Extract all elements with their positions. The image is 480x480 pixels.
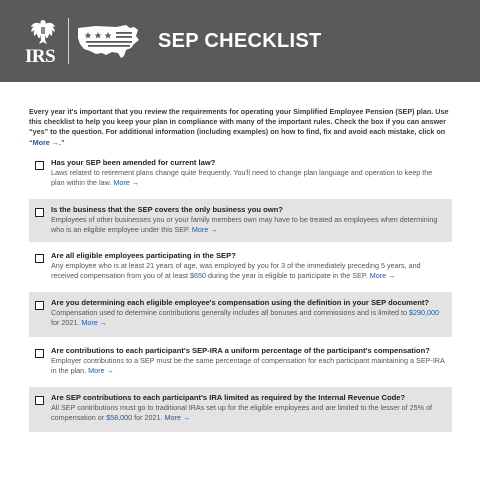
item-title: Are SEP contributions to each participant's IRA limited as required by the Internal Revenue Code? <box>51 393 406 402</box>
compensation-limit: $290,000 <box>408 308 439 317</box>
intro-paragraph <box>29 107 455 148</box>
checkbox-participating[interactable] <box>35 254 44 263</box>
arrow-right-icon: → <box>182 413 191 423</box>
intro-text: Every year it's important that you review the requirements for operating your Simplified Employee Pension (SEP) plan. Use this checklist to help you keep your plan in compliance with many of the important rules. Check the box if you can answer “yes” to the question. For additional information (including examples) on how to find, fix and avoid each mistake, click on <box>29 107 449 137</box>
checkbox-amended[interactable] <box>35 161 44 170</box>
arrow-right-icon: → <box>131 178 139 188</box>
checklist-item-amended <box>29 155 452 193</box>
arrow-right-icon: → <box>210 225 218 235</box>
compensation-threshold: $650 <box>190 271 207 281</box>
checkbox-compensation[interactable] <box>35 301 44 310</box>
arrow-right-icon: → <box>99 318 107 328</box>
page-title: SEP CHECKLIST <box>158 30 322 52</box>
item-body: Any employee who is at least 21 years of age, was employed by you for 3 of the immediately preceding 5 years, and received compensation from you of at least $650 during the year is eligible to participate in the SEP. More → <box>51 261 421 281</box>
usa-map-icon <box>76 22 142 62</box>
item-body: Employer contributions to a SEP must be the same percentage of compensation for each participant maintaining a SEP-IRA in the plan. More → <box>51 356 445 376</box>
checklist-item-only-business <box>29 199 452 242</box>
contribution-limit: $58,000 <box>106 413 133 423</box>
more-link[interactable]: More → <box>369 271 396 281</box>
checkbox-uniform[interactable] <box>35 349 44 358</box>
header-banner <box>0 0 480 82</box>
more-link[interactable]: More → <box>81 318 107 328</box>
item-body: Laws related to retirement plans change quite frequently. You'll need to change plan language and operation to keep the plan within the law. More → <box>51 168 433 188</box>
arrow-right-icon: → <box>388 271 396 281</box>
checklist-item-participating <box>29 248 452 286</box>
checklist-item-compensation <box>29 292 452 337</box>
checkbox-ira-limit[interactable] <box>35 396 44 405</box>
checklist-item-ira-limit <box>29 387 452 432</box>
item-title: Are contributions to each participant's SEP-IRA a uniform percentage of the participant's compensation? <box>51 346 430 355</box>
more-link[interactable]: More → <box>113 178 139 188</box>
eagle-icon <box>28 18 58 46</box>
item-title: Is the business that the SEP covers the only business you own? <box>51 205 283 214</box>
item-title: Are you determining each eligible employee's compensation using the definition in your SEP document? <box>51 298 430 307</box>
item-title: Are all eligible employees participating in the SEP? <box>51 251 236 260</box>
intro-more-link[interactable]: “More →.” <box>29 137 65 147</box>
more-link[interactable]: More → <box>164 413 191 423</box>
item-body: Compensation used to determine contributions generally includes all bonuses and commissions and is limited to $290,000 for 2021. More → <box>51 308 439 328</box>
irs-logo-text: IRS <box>25 46 56 67</box>
arrow-right-icon: → <box>106 366 114 376</box>
checkbox-only-business[interactable] <box>35 208 44 217</box>
item-title: Has your SEP been amended for current law? <box>51 158 216 167</box>
item-body: Employees of other businesses you or your family members own may have to be treated as employees when determining who is an eligible employee under this SEP. More → <box>51 215 438 235</box>
more-link[interactable]: More → <box>191 225 218 235</box>
irs-logo <box>24 18 62 66</box>
item-body: All SEP contributions must go to traditional IRAs set up for the eligible employees and are limited to the lesser of 25% of compensation or $58,000 for 2021. More → <box>51 403 433 423</box>
checklist-item-uniform <box>29 343 452 381</box>
header-divider <box>68 18 69 64</box>
more-link[interactable]: More → <box>88 366 114 376</box>
